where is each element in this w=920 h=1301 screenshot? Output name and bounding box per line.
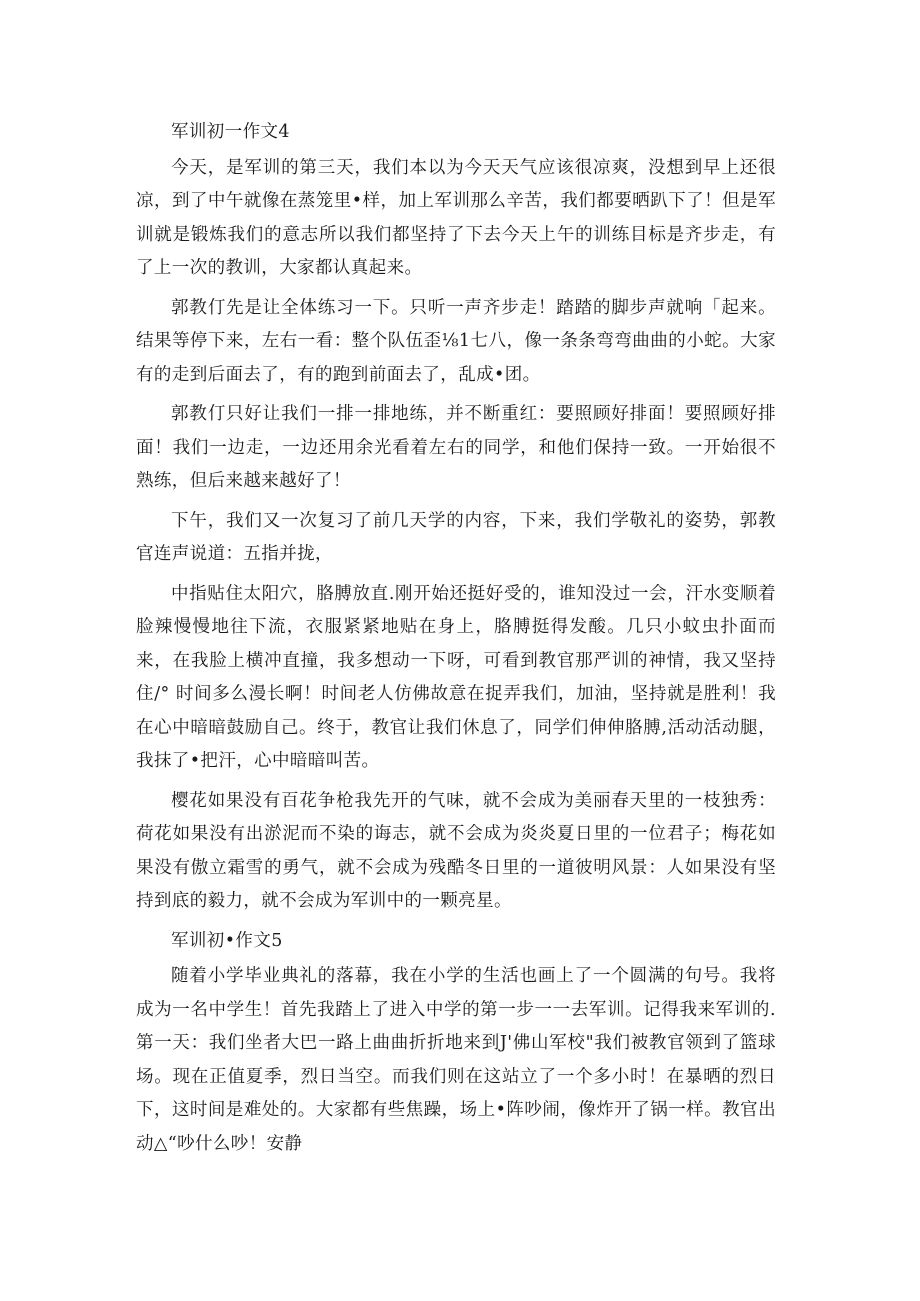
paragraph: 下午，我们又一次复习了前几天学的内容，下来，我们学敬礼的姿势，郭教官连声说道：五指并拢， xyxy=(136,510,776,564)
paragraph: 随着小学毕业典礼的落幕，我在小学的生活也画上了一个圆满的句号。我将成为一名中学生！首先我踏上了进入中学的第一步一一去军训。记得我来军训的.第一天：我们坐者大巴一路上曲曲折折地来到J'佛山军校"我们被教官领到了篮球场。现在正值夏季，烈日当空。而我们则在这站立了一个多小时！在暴晒的烈日下，这时间是难处的。大家都有些焦躁，场上•阵吵闹，像炸开了锅一样。教官出动△“吵什么吵！安静 xyxy=(136,966,776,1154)
paragraph: 郭教仃只好让我们一排一排地练，并不断重红：要照顾好排面！要照顾好排面！我们一边走，一边还用余光看着左右的同学，和他们保持一致。一开始很不熟练，但后来越来越好了！ xyxy=(136,404,776,491)
essay-section-5 xyxy=(136,925,776,1162)
essay-section-4 xyxy=(136,116,776,919)
section-heading: 军训初•作文5 xyxy=(171,930,283,951)
section-heading: 军训初一作文4 xyxy=(171,122,290,142)
paragraph: 今天，是军训的第三天，我们本以为今天天气应该很凉爽，没想到早上还很凉，到了中午就像在蒸笼里•样，加上军训那么辛苦，我们都要晒趴下了！但是军训就是锻炼我们的意志所以我们都坚持了下去今天上午的训练目标是齐步走，有了上一次的教训，大家都认真起来。 xyxy=(136,157,776,278)
document-body xyxy=(136,116,776,1167)
paragraph: 中指贴住太阳穴，胳膊放直.刚开始还挺好受的，谁知没过一会，汗水变顺着脸辣慢慢地往下流，衣服紧紧地贴在身上，胳膊挺得发酸。几只小蚊虫扑面而来，在我脸上横冲直撞，我多想动一下呀，可看到教官那严训的神情，我又坚持住/° 时间多么漫长啊！时间老人仿佛故意在捉弄我们，加油，坚持就是胜利！我在心中暗暗鼓励自己。终于，教官让我们休息了，同学们伸伸胳膊,活动活动腿，我抹了•把汗，心中暗暗叫苦。 xyxy=(136,583,776,771)
paragraph: 郭教仃先是让全体练习一下。只听一声齐步走！踏踏的脚步声就响「起来。结果等停下来，左右一看：整个队伍歪⅛1七八，像一条条弯弯曲曲的小蛇。大家有的走到后面去了，有的跑到前面去了，乱成•团。 xyxy=(136,297,776,385)
paragraph: 樱花如果没有百花争枪我先开的气味，就不会成为美丽春天里的一枝独秀：荷花如果没有出淤泥而不染的诲志，就不会成为炎炎夏日里的一位君子；梅花如果没有傲立霜雪的勇气，就不会成为残酷冬日里的一道彼明风景：人如果没有坚持到底的毅力，就不会成为军训中的一颗亮星。 xyxy=(136,790,776,911)
